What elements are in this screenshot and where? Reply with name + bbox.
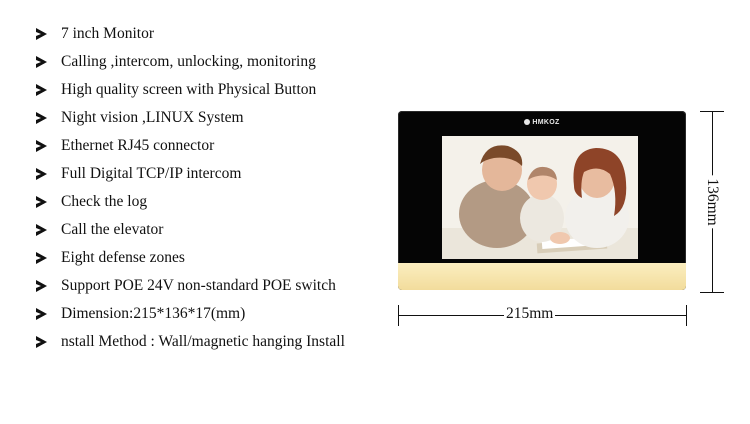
feature-item xyxy=(34,76,379,104)
family-photo-icon xyxy=(442,136,638,259)
brand-logo-text: HMKOZ xyxy=(532,119,560,126)
feature-text: Dimension:215*136*17(mm) xyxy=(61,305,246,322)
arrow-bullet-icon xyxy=(36,224,47,236)
arrow-bullet-icon xyxy=(36,252,47,264)
feature-text: Call the elevator xyxy=(61,221,164,238)
width-dimension-tick-left xyxy=(398,305,399,326)
feature-item xyxy=(34,20,379,48)
arrow-bullet-icon xyxy=(36,336,47,348)
feature-item xyxy=(34,300,379,328)
arrow-bullet-icon xyxy=(36,168,47,180)
feature-text: 7 inch Monitor xyxy=(61,25,154,42)
feature-text: Eight defense zones xyxy=(61,249,185,266)
arrow-bullet-icon xyxy=(36,308,47,320)
feature-item xyxy=(34,188,379,216)
feature-item xyxy=(34,244,379,272)
feature-text: High quality screen with Physical Button xyxy=(61,81,317,98)
feature-text: Full Digital TCP/IP intercom xyxy=(61,165,242,182)
arrow-bullet-icon xyxy=(36,280,47,292)
arrow-bullet-icon xyxy=(36,196,47,208)
feature-list xyxy=(34,20,379,356)
width-dimension-tick-right xyxy=(686,305,687,326)
arrow-bullet-icon xyxy=(36,28,47,40)
height-dimension-tick-top xyxy=(700,111,724,112)
feature-item xyxy=(34,132,379,160)
height-dimension-tick-bottom xyxy=(700,292,724,293)
feature-item xyxy=(34,216,379,244)
arrow-bullet-icon xyxy=(36,140,47,152)
feature-item xyxy=(34,104,379,132)
feature-text: Calling ,intercom, unlocking, monitoring xyxy=(61,53,316,70)
monitor-bottom-strip xyxy=(398,263,686,290)
arrow-bullet-icon xyxy=(36,84,47,96)
feature-item xyxy=(34,328,379,356)
arrow-bullet-icon xyxy=(36,56,47,68)
feature-item xyxy=(34,48,379,76)
monitor-screen xyxy=(442,136,638,259)
feature-text: Night vision ,LINUX System xyxy=(61,109,244,126)
feature-item xyxy=(34,160,379,188)
feature-text: Check the log xyxy=(61,193,148,210)
brand-logo xyxy=(398,119,686,126)
feature-text: Ethernet RJ45 connector xyxy=(61,137,215,154)
logo-mark-icon xyxy=(524,119,530,125)
feature-text: Support POE 24V non-standard POE switch xyxy=(61,277,336,294)
monitor-product-image xyxy=(398,111,686,290)
width-dimension-label: 215mm xyxy=(506,305,554,322)
feature-text: nstall Method : Wall/magnetic hanging Install xyxy=(61,333,345,350)
feature-item xyxy=(34,272,379,300)
height-dimension-label: 136mm xyxy=(703,175,721,228)
arrow-bullet-icon xyxy=(36,112,47,124)
